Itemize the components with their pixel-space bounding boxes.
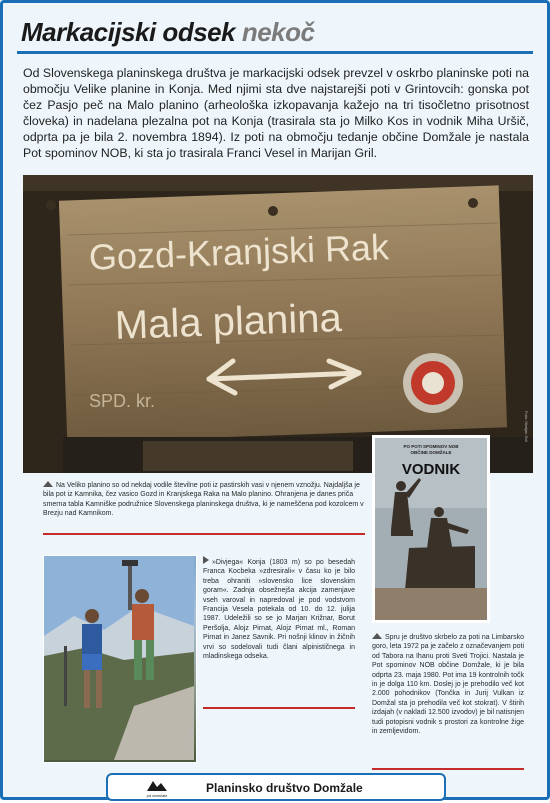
climbers-image <box>44 556 194 760</box>
triangle-right-icon <box>203 556 209 564</box>
konj-caption-divider <box>203 707 355 709</box>
trail-sign-image <box>23 175 533 473</box>
sign-marker-text: SPD. kr. <box>89 391 156 411</box>
triangle-up-icon <box>43 481 53 487</box>
mountain-logo-icon <box>146 777 168 798</box>
nob-caption <box>372 633 524 736</box>
footer-badge <box>106 773 446 801</box>
intro-paragraph: Od Slovenskega planinskega društva je markacijski odsek prevzel v oskrbo planinske poti na območju Velike planine in Konja. Med njimi sta dve najstarejši poti v Grintovcih: gonska pot čez Pasjo peč na Malo planino (arheološka izkopavanja kažejo na tri tisočletno prisotnost človeka) in nadelana plezalna pot na Konja (trasirala sta jo Milko Kos in vodnik Miha Uršič, odprta pa je bila 2. novembra 1894). Iz poti na območju tedanje občine Domžale je nastala Pot spominov NOB, ki sta jo trasirala Franci Vesel in Marijan Gril. <box>23 66 529 160</box>
konj-caption-text: »Divjega« Konja (1803 m) so po besedah Franca Kocbeka »zdresirali« v času ko je bilo treba ohraniti »slovensko lice slovenskim goram«. Zadnja obsežnejša akcija zamenjave vseh varoval in napredoval je pod vodstvom Francija Vesela potekala od 10. do 12. julija 1987. Udeležili so se jo Marjan Križnar, Borut Peršolja, Alojz Pirnat, Alojz Pirnat ml., Roman Pirnat in Janez Savnik. Pri nošnji klinov in žičnih vrvi so sodelovali tudi člani alpinističnega in mladinskega odseka. <box>203 559 355 661</box>
caption-divider <box>43 533 365 535</box>
trail-sign-photo <box>23 175 533 473</box>
climbers-photo <box>43 555 197 763</box>
sign-caption-text: Na Veliko planino so od nekdaj vodile številne poti iz pastirskih vasi v njenem vznožju. Najdaljša je bila pot iz Kamnika, čez vasico Gozd in Kranjskega Raka na Malo planino. Ohranjena je danes priča smerna tabla Kamniške podružnice Slovenskega planinskega društva, ki je nameščena pod kozolcem v Brezju nad Kamnikom. <box>43 482 364 518</box>
logo-text: pd domžale <box>146 793 168 798</box>
vodnik-subtitle-2: OBČINE DOMŽALE <box>410 450 452 455</box>
vodnik-subtitle-1: PO POTI SPOMINOV NOB <box>403 444 459 449</box>
nob-caption-divider <box>372 768 524 770</box>
title-main: Markacijski odsek <box>21 17 236 47</box>
vodnik-cover-image <box>375 438 487 620</box>
sign-text-line1: Gozd-Kranjski Rak <box>88 226 390 278</box>
page-title <box>21 17 314 48</box>
sign-text-line2: Mala planina <box>114 295 343 348</box>
title-divider <box>17 51 533 54</box>
vodnik-title: VODNIK <box>401 461 461 478</box>
title-accent: nekoč <box>241 17 315 47</box>
konj-caption <box>203 556 355 661</box>
vodnik-cover-photo <box>372 435 490 623</box>
sign-photo-credit: Foto: Marijan Gril <box>524 411 529 442</box>
nob-caption-text: Spru je društvo skrbelo za poti na Limbarsko goro, leta 1972 pa je začelo z označevanjem poti od Tabora na Ihanu proti Sveti Trojici. Nastala je Pot spominov NOB občine Domžale, ki je bila odprta 23. maja 1980. Pot ima 19 kontrolnih točk in je dolga 110 km. Doslej jo je prehodilo več kot 2.000 pohodnikov (Tončka in Jurij Vulkan iz Domžal sta jo prehodila več kot stokrat). V štirih izdajah (v nakladi 12.500 izvodov) je bil natisnjen tudi potopisni vodnik s prostori za kontrolne žige in zemljevidom. <box>372 634 524 736</box>
sign-caption <box>43 481 365 519</box>
trail-marker-icon <box>403 353 463 413</box>
footer-label: Planinsko društvo Domžale <box>206 781 363 795</box>
triangle-up-icon <box>372 633 382 639</box>
climbers-photo-credit: Foto: Marijan Križnar <box>189 716 194 754</box>
